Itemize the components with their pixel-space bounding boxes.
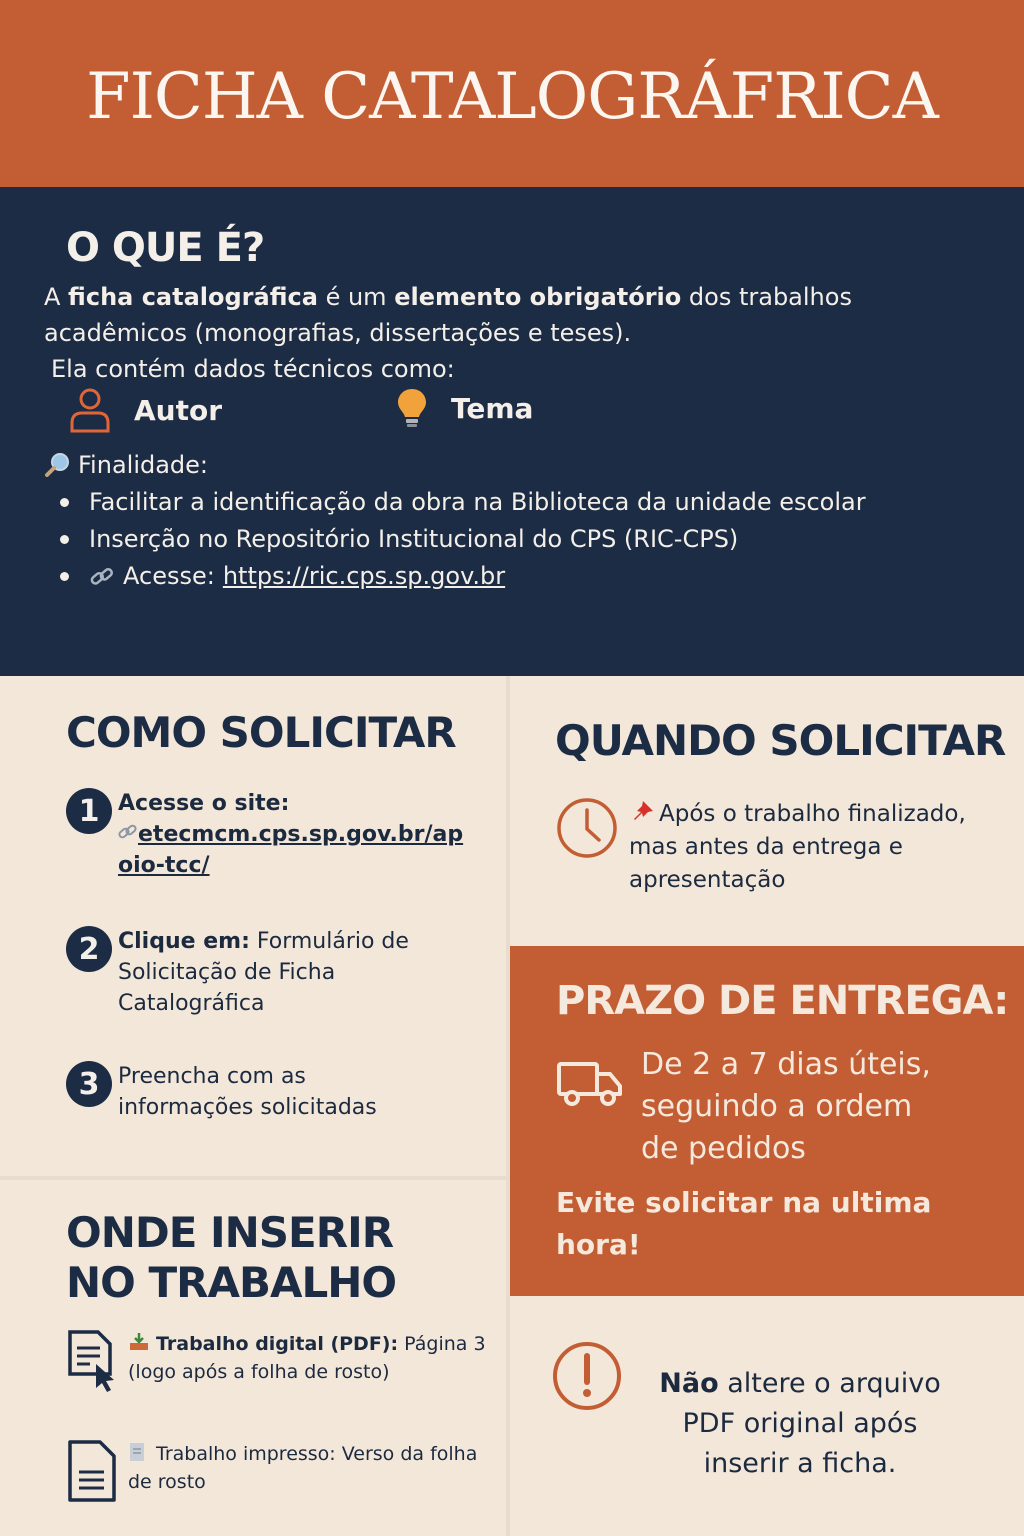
step-1: [66, 788, 478, 881]
when-to-request-title: QUANDO SOLICITAR: [555, 716, 1006, 765]
list-item: [60, 521, 866, 558]
pdf-warning-text: [640, 1364, 960, 1484]
bullet: [60, 535, 69, 544]
intro-text: [44, 279, 944, 351]
printed-work-text: [128, 1440, 488, 1504]
deadline-title: PRAZO DE ENTREGA:: [556, 978, 1009, 1024]
author-item: [68, 387, 222, 433]
theme-label: Tema: [451, 391, 534, 425]
title-line: NO TRABALHO: [66, 1258, 397, 1307]
digital-label: Trabalho digital (PDF):: [156, 1333, 399, 1355]
how-to-request-title: COMO SOLICITAR: [66, 708, 456, 757]
warning-detail: altere o arquivo PDF original após inserir a ficha.: [682, 1368, 941, 1479]
deadline-days: De 2 a 7 dias úteis, seguindo a ordem de pedidos: [641, 1047, 931, 1166]
step-text: Preencha com as informações solicitadas: [118, 1064, 377, 1120]
when-to-request-text: [629, 798, 979, 897]
clock-icon: [555, 796, 619, 860]
intro-technical-data: Ela contém dados técnicos como:: [51, 355, 455, 383]
step-detail: Formulário de Solicitação de Ficha Catalográfica: [118, 929, 409, 1016]
step-number: 2: [66, 926, 112, 972]
page-icon: [128, 1442, 146, 1462]
when-detail: Após o trabalho finalizado, mas antes da entrega e apresentação: [629, 801, 966, 893]
list-item-text: Inserção no Repositório Institucional do CPS (RIC-CPS): [89, 525, 739, 553]
intro-part: A: [44, 283, 69, 311]
access-label: Acesse:: [123, 562, 215, 590]
deadline-panel: [510, 946, 1024, 1296]
page-title: FICHA CATALOGRÁFRICA: [86, 60, 938, 134]
intro-part: é um: [317, 283, 395, 311]
list-item: [60, 558, 866, 595]
purpose-label: Finalidade:: [78, 451, 209, 479]
step-text: [118, 926, 478, 1019]
link-text[interactable]: etecmcm.cps.sp.gov.br/apoio-tcc/: [118, 822, 464, 878]
bullet: [60, 498, 69, 507]
step-bold: Clique em:: [118, 929, 250, 954]
left-section-divider: [0, 1176, 506, 1180]
theme-item: [395, 387, 533, 429]
intro-bold: ficha catalográfica: [68, 283, 318, 311]
digital-work-text: [128, 1330, 488, 1394]
header-banner: [0, 0, 1024, 187]
purpose-heading: [44, 447, 208, 483]
when-to-request-item: [555, 796, 979, 897]
author-label: Autor: [134, 393, 223, 427]
list-item: [60, 484, 866, 521]
pushpin-icon: [629, 799, 655, 823]
where-to-insert-title: [66, 1208, 396, 1308]
what-is-title: O QUE É?: [66, 225, 265, 271]
printed-work-item: [66, 1440, 488, 1504]
apoio-tcc-link[interactable]: [118, 822, 463, 878]
title-line: ONDE INSERIR: [66, 1208, 394, 1257]
step-text: [118, 788, 478, 881]
bullet: [60, 572, 69, 581]
what-is-section: [0, 187, 1024, 676]
step-3: [66, 1061, 378, 1123]
link-icon: [89, 566, 115, 588]
step-number: 1: [66, 788, 112, 834]
link-icon: [118, 823, 138, 841]
step-bold: Acesse o site:: [118, 791, 290, 816]
intro-part: dos trabalhos acadêmicos (monografias, dissertações e teses).: [44, 283, 852, 347]
truck-icon: [556, 1056, 626, 1110]
person-icon: [68, 387, 112, 433]
intro-bold: elemento obrigatório: [394, 283, 682, 311]
magnifier-icon: [44, 452, 72, 478]
deadline-warning: Evite solicitar na ultima hora!: [556, 1186, 932, 1261]
document-icon: [66, 1440, 120, 1504]
document-cursor-icon: [66, 1330, 120, 1394]
warning-bold: Não: [659, 1368, 719, 1399]
repository-link[interactable]: https://ric.cps.sp.gov.br: [222, 562, 506, 590]
download-tray-icon: [128, 1332, 150, 1352]
purpose-list: [60, 484, 866, 595]
exclamation-icon: [551, 1340, 623, 1412]
digital-detail: Página 3 (logo após a folha de rosto): [128, 1333, 486, 1383]
digital-work-item: [66, 1330, 488, 1394]
step-2: [66, 926, 478, 1019]
list-item-text: Facilitar a identificação da obra na Biblioteca da unidade escolar: [89, 488, 866, 516]
lightbulb-icon: [395, 387, 429, 429]
step-number: 3: [66, 1061, 112, 1107]
printed-detail: Trabalho impresso: Verso da folha de rosto: [128, 1443, 478, 1493]
